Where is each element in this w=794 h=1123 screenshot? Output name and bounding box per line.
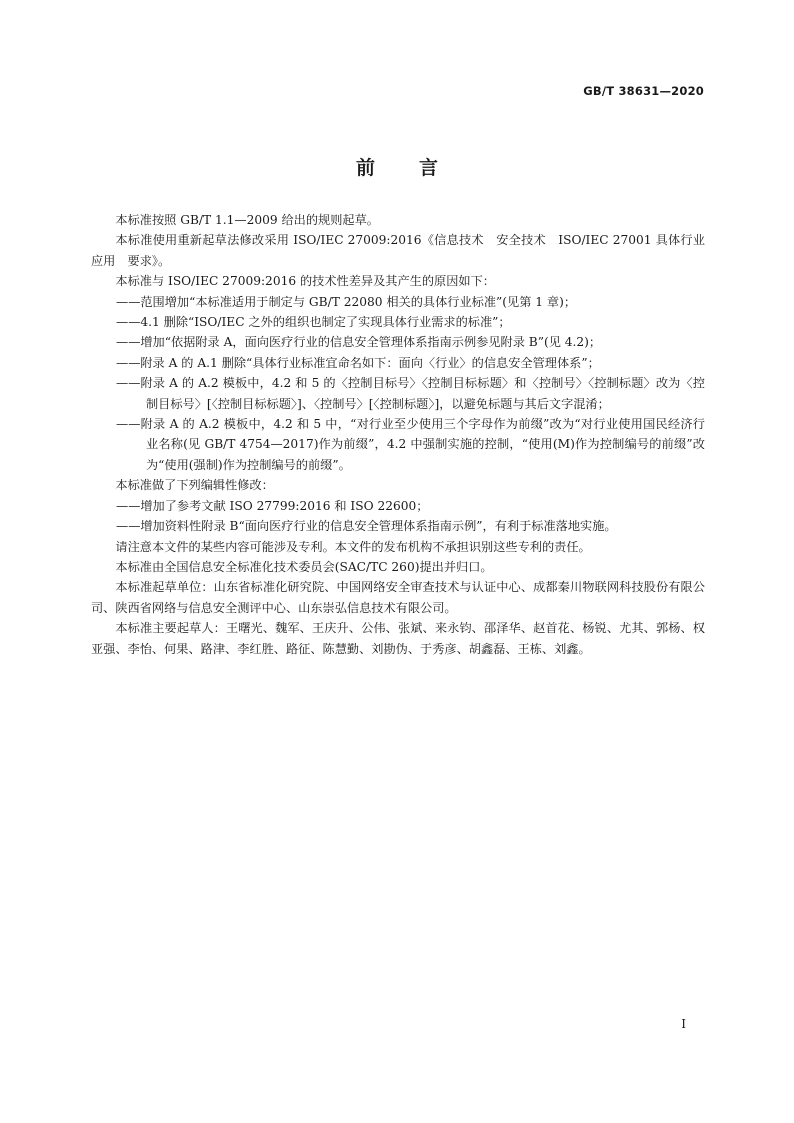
- paragraph: 本标准使用重新起草法修改采用 ISO/IEC 27009:2016《信息技术 安全技术 ISO/IEC 27001 具体行业应用 要求》。: [91, 233, 705, 268]
- dash-item: ——附录 A 的 A.2 模板中，4.2 和 5 的〈控制目标号〉〈控制目标标题〉和〈控制号〉〈控制标题〉改为〈控制目标号〉[〈控制目标标题〉]、〈控制号〉[〈控制标题〉]，以避免标题与其后文字混淆；: [116, 376, 705, 411]
- paragraph: 本标准按照 GB/T 1.1—2009 给出的规则起草。: [115, 213, 379, 227]
- paragraph: 本标准主要起草人：王曙光、魏军、王庆升、公伟、张斌、来永钧、邵泽华、赵首花、杨锐、尤其、郭杨、权亚强、李怡、何果、路津、李红胜、路征、陈慧勤、刘勘伪、于秀彦、胡鑫磊、王栋、刘鑫。: [91, 621, 705, 656]
- page-title: 前言: [355, 157, 482, 179]
- dash-item: ——增加资料性附录 B“面向医疗行业的信息安全管理体系指南示例”，有利于标准落地实施。: [116, 519, 617, 534]
- dash-item: ——附录 A 的 A.2 模板中，4.2 和 5 中，“对行业至少使用三个字母作为前缀”改为“对行业使用国民经济行业名称(见 GB/T 4754—2017)作为前缀”，4.2 中强制实施的控制，“使用(M)作为控制编号的前缀”改为“使用(强制)作为控制编号的前缀”。: [116, 417, 705, 472]
- paragraph: 本标准做了下列编辑性修改：: [115, 478, 274, 493]
- standard-code: GB/T 38631—2020: [583, 84, 704, 98]
- paragraph: 本标准与 ISO/IEC 27009:2016 的技术性差异及其产生的原因如下：: [115, 274, 495, 289]
- dash-item: ——增加“依据附录 A，面向医疗行业的信息安全管理体系指南示例参见附录 B”(见 4.2)；: [116, 335, 602, 350]
- paragraph: 请注意本文件的某些内容可能涉及专利。本文件的发布机构不承担识别这些专利的责任。: [115, 539, 591, 554]
- paragraph: 本标准起草单位：山东省标准化研究院、中国网络安全审查技术与认证中心、成都秦川物联网科技股份有限公司、陕西省网络与信息安全测评中心、山东崇弘信息技术有限公司。: [91, 580, 705, 615]
- dash-item: ——范围增加“本标准适用于制定与 GB/T 22080 相关的具体行业标准”(见第 1 章)；: [116, 294, 577, 309]
- dash-item: ——4.1 删除“ISO/IEC 之外的组织也制定了实现具体行业需求的标准”；: [116, 315, 511, 330]
- dash-item: ——附录 A 的 A.1 删除“具体行业标准宜命名如下：面向〈行业〉的信息安全管理体系”；: [116, 355, 600, 370]
- dash-item: ——增加了参考文献 ISO 27799:2016 和 ISO 22600；: [116, 498, 429, 513]
- page-number: I: [681, 1017, 686, 1031]
- foreword-body: [91, 210, 705, 659]
- paragraph: 本标准由全国信息安全标准化技术委员会(SAC/TC 260)提出并归口。: [115, 559, 493, 574]
